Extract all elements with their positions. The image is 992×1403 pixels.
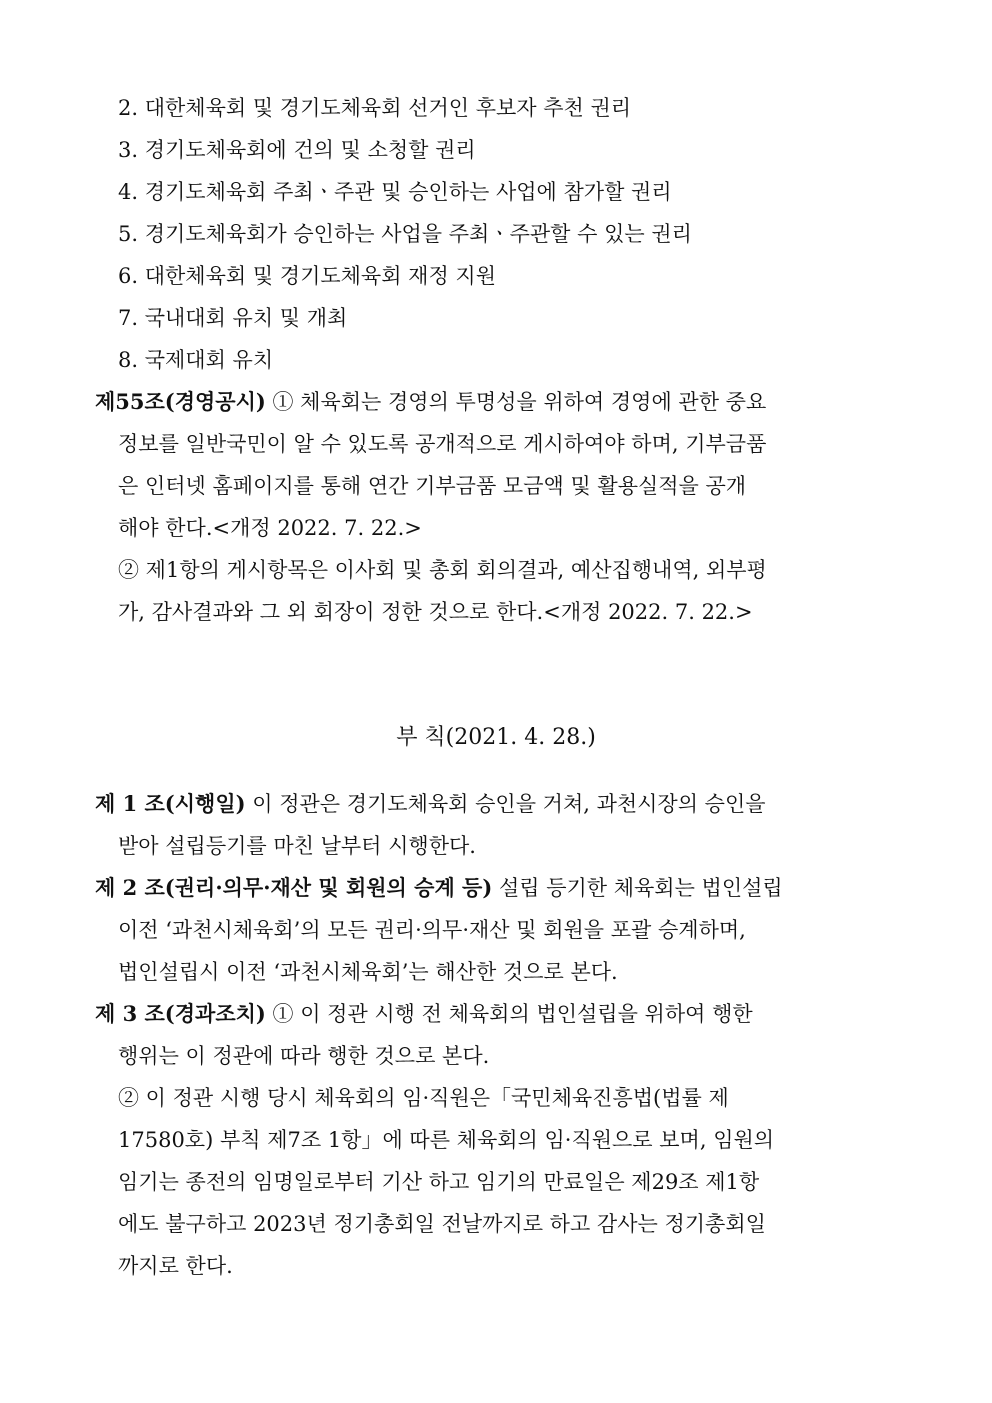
article-55-line: ① 체육회는 경영의 투명성을 위하여 경영에 관한 중요: [272, 390, 767, 414]
article-55: [95, 388, 766, 416]
addendum-article-1-line: 이 정관은 경기도체육회 승인을 거쳐, 과천시장의 승인을: [252, 792, 766, 816]
article-55-title: 제55조(경영공시): [95, 389, 266, 414]
addendum-article-3: [95, 1000, 753, 1028]
article-55-line: 은 인터넷 홈페이지를 통해 연간 기부금품 모금액 및 활용실적을 공개: [118, 474, 747, 498]
addendum-article-1: [95, 790, 766, 818]
addendum-article-2-line: 이전 ‘과천시체육회’의 모든 권리·의무·재산 및 회원을 포괄 승계하며,: [118, 918, 746, 942]
addendum-article-2-line: 설립 등기한 체육회는 법인설립: [498, 876, 783, 900]
list-item: 5. 경기도체육회가 승인하는 사업을 주최ㆍ주관할 수 있는 권리: [118, 222, 692, 246]
article-55-paragraph-2: ② 제1항의 게시항목은 이사회 및 총회 회의결과, 예산집행내역, 외부평: [118, 558, 767, 582]
addendum-article-3-paragraph-2: 에도 불구하고 2023년 정기총회일 전날까지로 하고 감사는 정기총회일: [118, 1212, 766, 1236]
addendum-article-2: [95, 874, 783, 902]
list-item: 2. 대한체육회 및 경기도체육회 선거인 후보자 추천 권리: [118, 96, 632, 120]
list-item: 4. 경기도체육회 주최ㆍ주관 및 승인하는 사업에 참가할 권리: [118, 180, 672, 204]
addendum-heading: 부 칙(2021. 4. 28.): [396, 725, 596, 750]
list-item: 6. 대한체육회 및 경기도체육회 재정 지원: [118, 264, 496, 288]
addendum-article-2-line: 법인설립시 이전 ‘과천시체육회’는 해산한 것으로 본다.: [118, 960, 618, 984]
addendum-article-3-paragraph-2: 까지로 한다.: [118, 1254, 233, 1278]
addendum-article-3-line: 행위는 이 정관에 따라 행한 것으로 본다.: [118, 1044, 490, 1068]
addendum-article-3-paragraph-2: 임기는 종전의 임명일로부터 기산 하고 임기의 만료일은 제29조 제1항: [118, 1170, 760, 1194]
addendum-article-3-line: ① 이 정관 시행 전 체육회의 법인설립을 위하여 행한: [272, 1002, 753, 1026]
addendum-article-1-line: 받아 설립등기를 마친 날부터 시행한다.: [118, 834, 476, 858]
list-item: 8. 국제대회 유치: [118, 348, 274, 372]
addendum-article-1-title: 제 1 조(시행일): [95, 791, 246, 816]
list-item: 3. 경기도체육회에 건의 및 소청할 권리: [118, 138, 476, 162]
addendum-article-3-paragraph-2: 17580호) 부칙 제7조 1항」에 따른 체육회의 임·직원으로 보며, 임원의: [118, 1128, 775, 1152]
article-55-line: 해야 한다.<개정 2022. 7. 22.>: [118, 516, 422, 540]
addendum-article-3-paragraph-2: ② 이 정관 시행 당시 체육회의 임·직원은「국민체육진흥법(법률 제: [118, 1086, 729, 1110]
addendum-article-2-title: 제 2 조(권리·의무·재산 및 회원의 승계 등): [95, 875, 493, 900]
addendum-article-3-title: 제 3 조(경과조치): [95, 1001, 266, 1026]
article-55-line: 정보를 일반국민이 알 수 있도록 공개적으로 게시하여야 하며, 기부금품: [118, 432, 767, 456]
list-item: 7. 국내대회 유치 및 개최: [118, 306, 348, 330]
article-55-paragraph-2: 가, 감사결과와 그 외 회장이 정한 것으로 한다.<개정 2022. 7. 22.>: [118, 600, 753, 624]
